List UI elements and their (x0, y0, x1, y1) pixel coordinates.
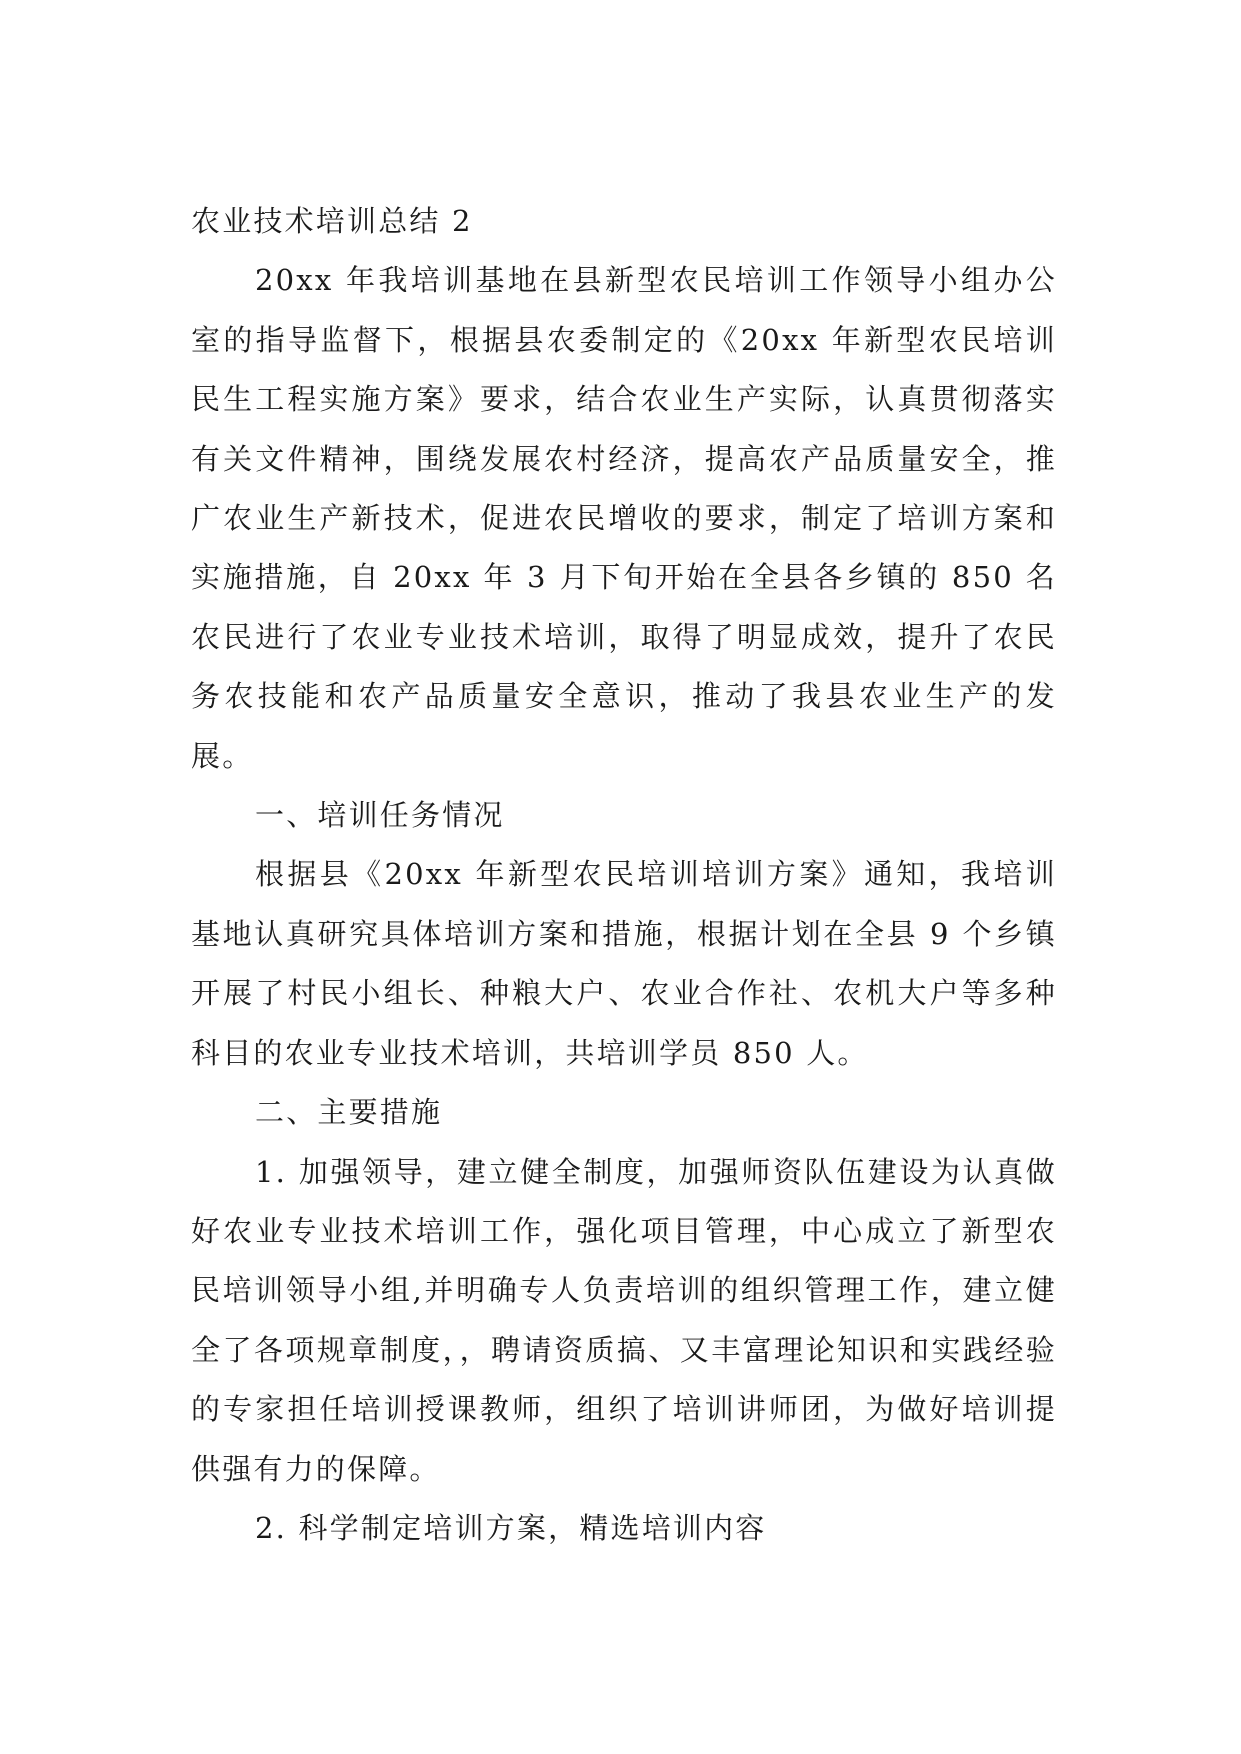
paragraph-training-tasks: 根据县《20xx 年新型农民培训培训方案》通知，我培训基地认真研究具体培训方案和措施，根据计划在全县 9 个乡镇开展了村民小组长、种粮大户、农业合作社、农机大户等多种科目的农业专业技术培训，共培训学员 850 人。 (191, 857, 1057, 1070)
paragraph-measure-1: 1. 加强领导，建立健全制度，加强师资队伍建设为认真做好农业专业技术培训工作，强化项目管理，中心成立了新型农民培训领导小组,并明确专人负责培训的组织管理工作，建立健全了各项规章制度，，聘请资质搞、又丰富理论知识和实践经验的专家担任培训授课教师，组织了培训讲师团，为做好培训提供强有力的保障。 (191, 1154, 1057, 1486)
paragraph-measure-2: 2. 科学制定培训方案，精选培训内容 (255, 1510, 767, 1545)
document-title: 农业技术培训总结 2 (191, 204, 473, 238)
section-heading-training-tasks: 一、培训任务情况 (255, 798, 505, 833)
paragraph-intro: 20xx 年我培训基地在县新型农民培训工作领导小组办公室的指导监督下，根据县农委制定的《20xx 年新型农民培训民生工程实施方案》要求，结合农业生产实际，认真贯彻落实有关文件精神，围绕发展农村经济，提高农产品质量安全，推广农业生产新技术，促进农民增收的要求，制定了培训方案和实施措施，自 20xx 年 3 月下旬开始在全县各乡镇的 850 名农民进行了农业专业技术培训，取得了明显成效，提升了农民务农技能和农产品质量安全意识，推动了我县农业生产的发展。 (191, 263, 1057, 773)
section-heading-main-measures: 二、主要措施 (255, 1095, 443, 1130)
document-body (191, 192, 1057, 1558)
